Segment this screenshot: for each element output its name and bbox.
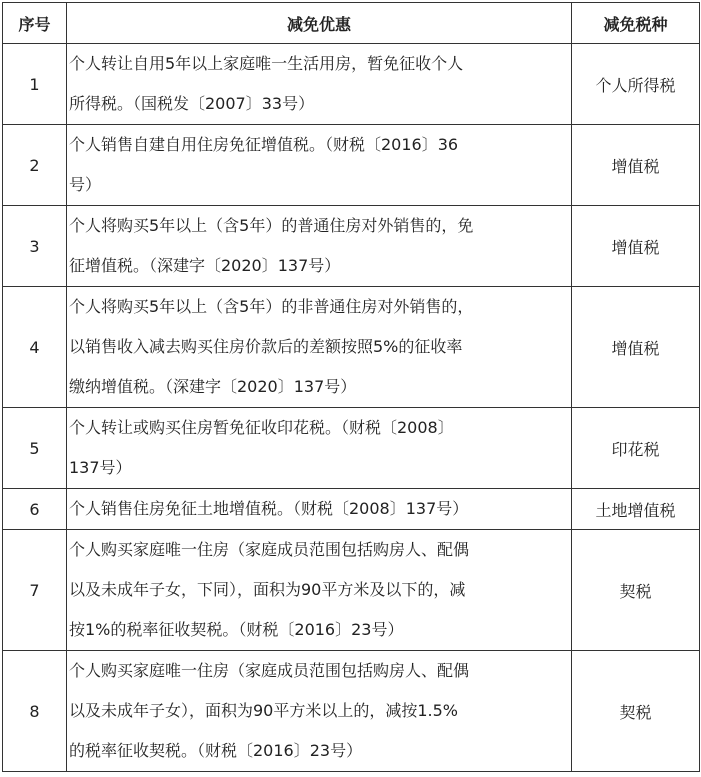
relief-line: 个人将购买5年以上（含5年）的非普通住房对外销售的， xyxy=(69,297,474,316)
row-seq: 8 xyxy=(3,651,67,772)
header-relief: 减免优惠 xyxy=(67,3,572,44)
row-seq: 7 xyxy=(3,530,67,651)
relief-line: 以销售收入减去购买住房价款后的差额按照5%的征收率 xyxy=(69,337,463,356)
relief-line: 缴纳增值税。（深建字〔2020〕137号） xyxy=(69,377,357,396)
row-relief xyxy=(67,44,572,125)
row-relief xyxy=(67,287,572,408)
table-row xyxy=(3,206,700,287)
relief-line: 按1%的税率征收契税。（财税〔2016〕23号） xyxy=(69,620,404,639)
relief-line: 个人将购买5年以上（含5年）的普通住房对外销售的，免 xyxy=(69,216,474,235)
row-relief xyxy=(67,530,572,651)
row-relief xyxy=(67,206,572,287)
row-tax-type: 个人所得税 xyxy=(572,44,700,125)
table-row xyxy=(3,408,700,489)
row-relief xyxy=(67,651,572,772)
row-tax-type: 印花税 xyxy=(572,408,700,489)
row-relief xyxy=(67,408,572,489)
relief-line: 个人购买家庭唯一住房（家庭成员范围包括购房人、配偶 xyxy=(69,540,470,559)
table-row xyxy=(3,651,700,772)
relief-line: 137号） xyxy=(69,458,132,477)
row-tax-type: 增值税 xyxy=(572,125,700,206)
table-row xyxy=(3,125,700,206)
row-seq: 5 xyxy=(3,408,67,489)
relief-line: 个人购买家庭唯一住房（家庭成员范围包括购房人、配偶 xyxy=(69,661,470,680)
row-seq: 6 xyxy=(3,489,67,530)
relief-line: 号） xyxy=(69,175,102,194)
relief-line: 的税率征收契税。（财税〔2016〕23号） xyxy=(69,741,363,760)
row-seq: 4 xyxy=(3,287,67,408)
row-tax-type: 契税 xyxy=(572,530,700,651)
row-relief xyxy=(67,125,572,206)
row-tax-type: 土地增值税 xyxy=(572,489,700,530)
row-seq: 1 xyxy=(3,44,67,125)
header-tax-type: 减免税种 xyxy=(572,3,700,44)
relief-line: 个人转让或购买住房暂免征收印花税。（财税〔2008〕 xyxy=(69,418,454,437)
row-relief xyxy=(67,489,572,530)
table-row xyxy=(3,489,700,530)
row-seq: 2 xyxy=(3,125,67,206)
row-tax-type: 增值税 xyxy=(572,206,700,287)
header-seq: 序号 xyxy=(3,3,67,44)
table-row xyxy=(3,287,700,408)
table-header-row xyxy=(3,3,700,44)
relief-line: 个人转让自用5年以上家庭唯一生活用房，暂免征收个人 xyxy=(69,54,464,73)
relief-line: 个人销售住房免征土地增值税。（财税〔2008〕137号） xyxy=(69,499,469,518)
relief-line: 所得税。（国税发〔2007〕33号） xyxy=(69,94,315,113)
relief-line: 个人销售自建自用住房免征增值税。（财税〔2016〕36 xyxy=(69,135,459,154)
row-seq: 3 xyxy=(3,206,67,287)
row-tax-type: 契税 xyxy=(572,651,700,772)
row-tax-type: 增值税 xyxy=(572,287,700,408)
relief-line: 以及未成年子女，下同），面积为90平方米及以下的，减 xyxy=(69,580,466,599)
table-row xyxy=(3,530,700,651)
table-row xyxy=(3,44,700,125)
tax-relief-table xyxy=(2,2,700,772)
relief-line: 以及未成年子女），面积为90平方米以上的，减按1.5% xyxy=(69,701,459,720)
relief-line: 征增值税。（深建字〔2020〕137号） xyxy=(69,256,341,275)
